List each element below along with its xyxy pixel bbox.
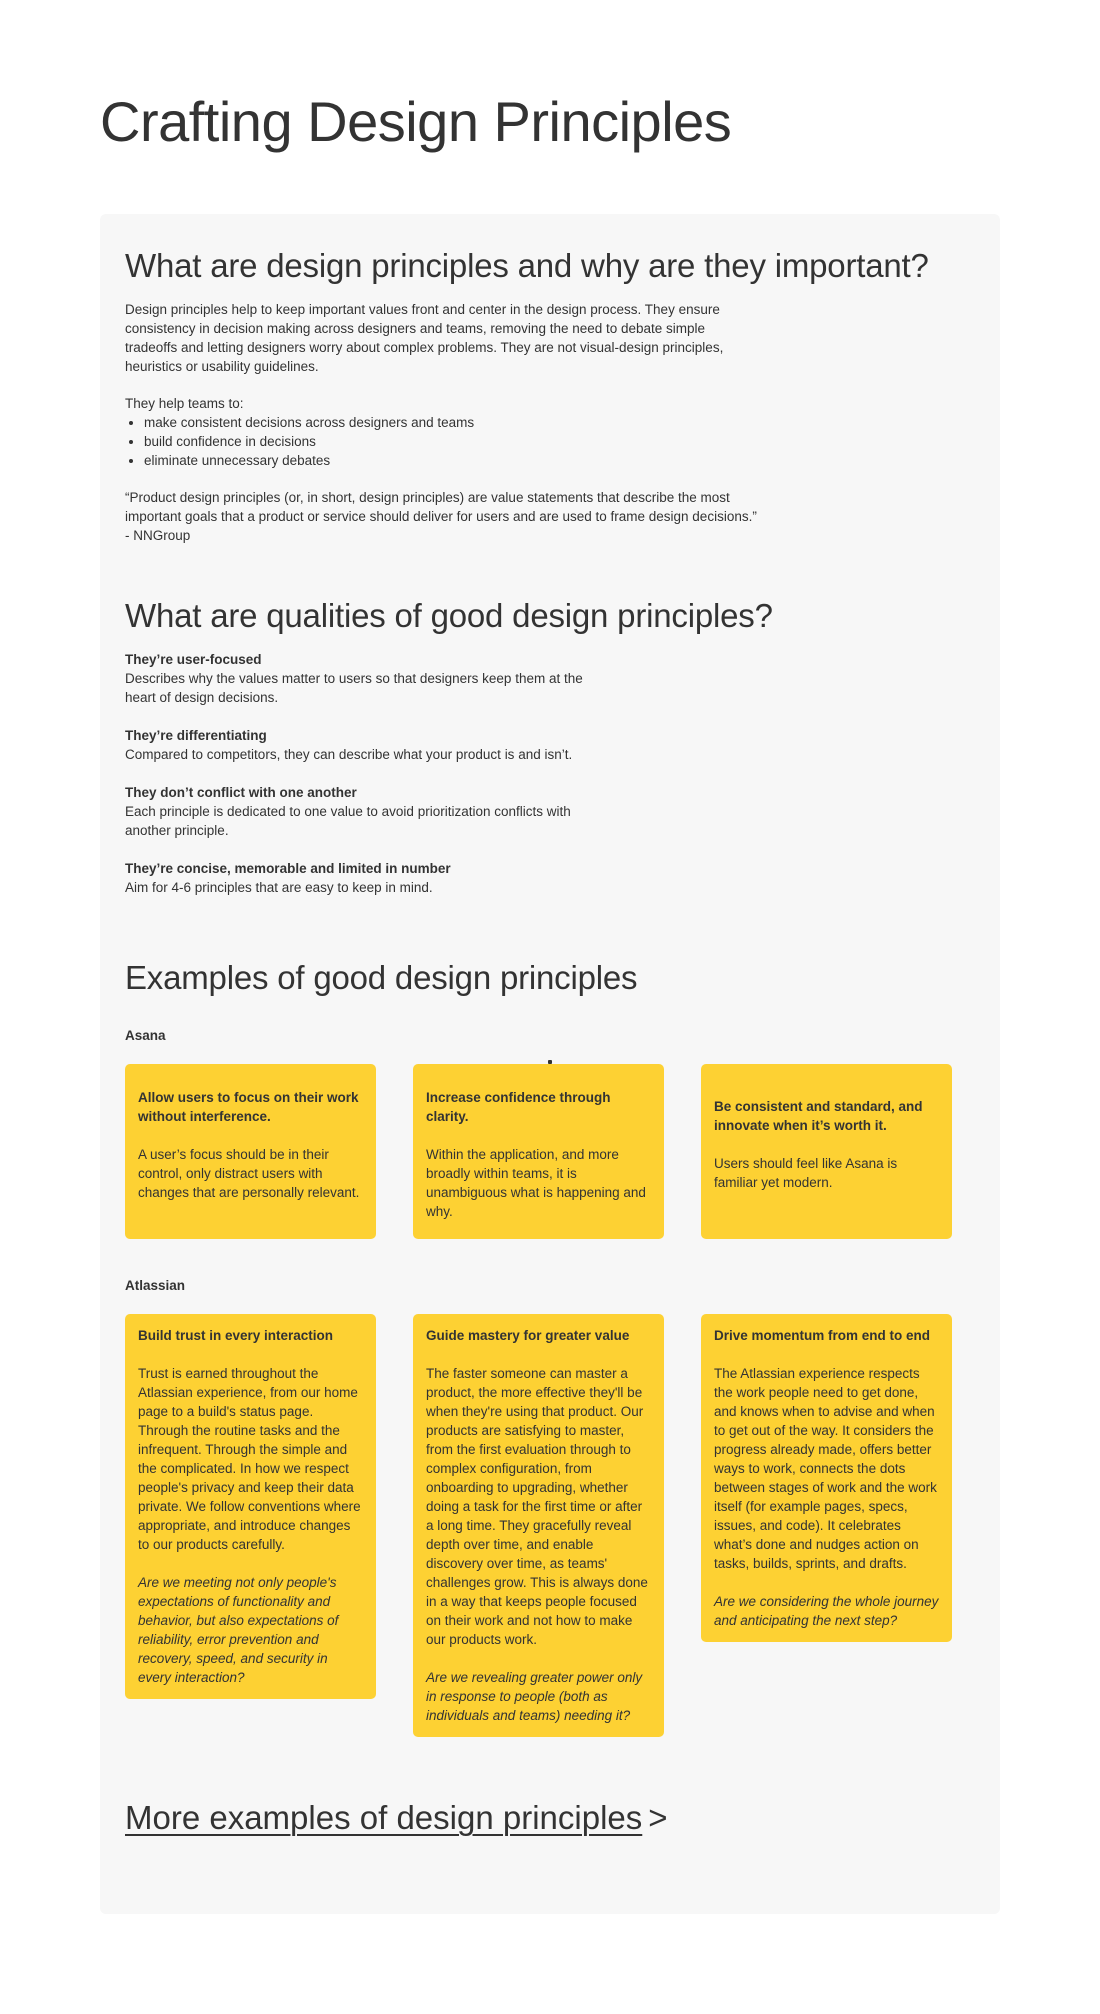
quality-desc: Aim for 4-6 principles that are easy to keep in mind. bbox=[125, 880, 433, 895]
qualities-list bbox=[125, 650, 585, 916]
card-body: Users should feel like Asana is familiar yet modern. bbox=[714, 1156, 898, 1190]
quote-source: - NNGroup bbox=[125, 528, 191, 543]
help-list-item: • make consistent decisions across designers and teams bbox=[144, 413, 474, 432]
card-title: Guide mastery for greater value bbox=[426, 1328, 630, 1343]
help-list-item: • eliminate unnecessary debates bbox=[144, 451, 474, 470]
card-question: Are we meeting not only people's expectations of functionality and behavior, but also expectations of reliability, error prevention and recovery, speed, and security in every interaction? bbox=[138, 1575, 339, 1685]
quality-desc: Compared to competitors, they can describe what your product is and isn’t. bbox=[125, 747, 573, 762]
card-title: Drive momentum from end to end bbox=[714, 1328, 931, 1343]
principle-card bbox=[701, 1064, 952, 1239]
company-label-asana: Asana bbox=[125, 1028, 166, 1043]
chevron-right-icon: > bbox=[648, 1799, 668, 1836]
section-examples-title: Examples of good design principles bbox=[125, 959, 638, 996]
card-body: A user’s focus should be in their control, only distract users with changes that are personally relevant. bbox=[138, 1147, 360, 1200]
content-panel bbox=[100, 214, 1000, 1914]
quality-desc: Describes why the values matter to users so that designers keep them at the heart of design decisions. bbox=[125, 671, 583, 705]
quote-text: “Product design principles (or, in short, design principles) are value statements that describe the most important goals that a product or service should deliver for users and are used to frame design decisions.” bbox=[125, 490, 757, 524]
section-why-title: What are design principles and why are they important? bbox=[125, 247, 929, 284]
quality-item bbox=[125, 859, 585, 897]
quality-title: They’re user-focused bbox=[125, 652, 262, 667]
quality-item bbox=[125, 650, 585, 707]
card-title: Build trust in every interaction bbox=[138, 1328, 334, 1343]
quality-title: They don’t conflict with one another bbox=[125, 785, 357, 800]
card-question: Are we revealing greater power only in response to people (both as individuals and teams) needing it? bbox=[426, 1670, 643, 1723]
page-title: Crafting Design Principles bbox=[100, 90, 732, 153]
card-body: Trust is earned throughout the Atlassian experience, from our home page to a build's status page. Through the routine tasks and the infrequent. Through the simple and the complicated. In how we respect people's privacy and keep their data private. We follow conventions where appropriate, and introduce changes to our products carefully. bbox=[138, 1366, 361, 1552]
more-examples bbox=[125, 1796, 668, 1840]
section-qualities-title: What are qualities of good design principles? bbox=[125, 597, 773, 634]
help-lead: They help teams to: bbox=[125, 396, 244, 411]
quality-item bbox=[125, 726, 585, 764]
section-why-intro: Design principles help to keep important values front and center in the design process. They ensure consistency in decision making across designers and teams, removing the need to debate simple tradeoffs and letting designers worry about complex problems. They are not visual-design principles, heuristics or usability guidelines. bbox=[125, 302, 724, 374]
principle-card bbox=[413, 1064, 664, 1239]
principle-card bbox=[413, 1314, 664, 1737]
card-body: The faster someone can master a product, the more effective they'll be when they're using that product. Our products are satisfying to master, from the first evaluation through to complex configuration, from onboarding to upgrading, whether doing a task for the first time or after a long time. They gracefully reveal depth over time, and enable discovery over time, as teams' challenges grow. This is always done in a way that keeps people focused on their work and not how to make our products work. bbox=[426, 1366, 648, 1647]
more-examples-link[interactable]: More examples of design principles bbox=[125, 1799, 643, 1836]
principle-card bbox=[701, 1314, 952, 1642]
help-list-item: • build confidence in decisions bbox=[144, 432, 474, 451]
principle-card bbox=[125, 1314, 376, 1699]
company-label-atlassian: Atlassian bbox=[125, 1278, 186, 1293]
help-list bbox=[125, 413, 474, 470]
card-title: Be consistent and standard, and innovate when it’s worth it. bbox=[714, 1099, 923, 1133]
quality-desc: Each principle is dedicated to one value to avoid prioritization conflicts with another principle. bbox=[125, 804, 571, 838]
quality-item bbox=[125, 783, 585, 840]
principle-card bbox=[125, 1064, 376, 1239]
quality-title: They’re differentiating bbox=[125, 728, 267, 743]
card-body: The Atlassian experience respects the work people need to get done, and knows when to advise and when to get out of the way. It considers the progress already made, offers better ways to work, connects the dots between stages of work and the work itself (for example pages, specs, issues, and code). It celebrates what’s done and nudges action on tasks, builds, sprints, and drafts. bbox=[714, 1366, 937, 1571]
card-question: Are we considering the whole journey and anticipating the next step? bbox=[714, 1594, 939, 1628]
card-title: Increase confidence through clarity. bbox=[426, 1090, 611, 1124]
nngroup-quote bbox=[125, 488, 765, 545]
card-title: Allow users to focus on their work without interference. bbox=[138, 1090, 359, 1124]
quality-title: They’re concise, memorable and limited in number bbox=[125, 861, 451, 876]
card-body: Within the application, and more broadly within teams, it is unambiguous what is happening and why. bbox=[426, 1147, 646, 1219]
